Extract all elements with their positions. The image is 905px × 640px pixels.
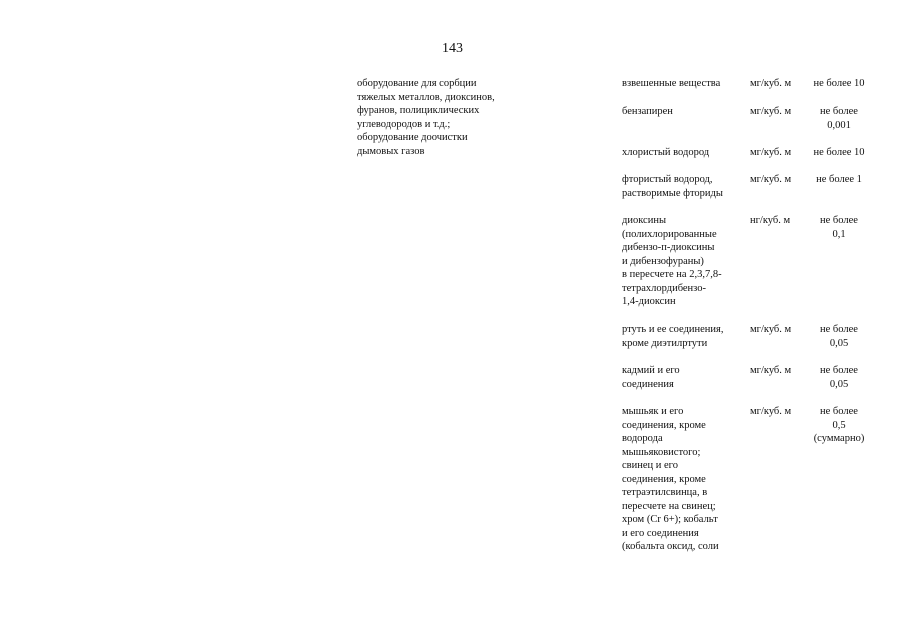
limit-cell — [806, 214, 872, 241]
limit-line: не более — [820, 106, 858, 117]
substance-line: соединения, кроме — [622, 419, 706, 431]
substance-cell — [622, 364, 744, 391]
unit-cell: мг/куб. м — [750, 106, 792, 117]
substance-line: фтористый водород, — [622, 174, 713, 185]
substance-line: в пересчете на 2,3,7,8- — [622, 269, 722, 280]
substance-line: (полихлорированные — [622, 228, 717, 240]
equipment-line: углеводородов и т.д.; — [357, 118, 451, 130]
unit-cell: мг/куб. м — [750, 147, 792, 158]
limit-cell — [806, 364, 872, 391]
limit-cell — [806, 146, 872, 160]
equipment-description — [357, 77, 547, 158]
substance-line: 1,4-диоксин — [622, 296, 676, 307]
limit-cell — [806, 405, 872, 446]
page-number: 143 — [442, 41, 463, 56]
unit-cell: мг/куб. м — [750, 324, 792, 335]
limit-line: не более — [820, 215, 858, 226]
equipment-line: дымовых газов — [357, 145, 425, 157]
limit-line: 0,05 — [829, 337, 849, 349]
substance-line: тетрахлордибензо- — [622, 282, 707, 294]
substance-line: и дибензофураны) — [622, 255, 704, 267]
substance-line: хлористый водород — [622, 147, 710, 158]
substance-line: мышьяковистого; — [622, 446, 701, 458]
substance-line: бензапирен — [622, 106, 673, 117]
substance-line: мышьяк и его — [622, 406, 684, 417]
substance-line: пересчете на свинец; — [622, 500, 716, 512]
substance-cell — [622, 105, 744, 119]
limit-line: не более — [820, 365, 858, 376]
limit-line: не более 1 — [816, 174, 862, 185]
limit-line: не более — [820, 324, 858, 335]
substance-line: соединения — [622, 378, 674, 390]
substance-line: водорода — [622, 433, 663, 444]
limit-line: (суммарно) — [813, 433, 865, 444]
unit-cell: мг/куб. м — [750, 406, 792, 417]
substance-line: и его соединения — [622, 527, 699, 539]
equipment-line: тяжелых металлов, диоксинов, — [357, 91, 495, 103]
substance-cell — [622, 146, 744, 160]
equipment-line: оборудование для сорбции — [357, 78, 477, 89]
limit-line: 0,5 — [832, 419, 846, 431]
limit-cell — [806, 77, 872, 91]
substance-line: кроме диэтилртути — [622, 337, 708, 349]
unit-cell: мг/куб. м — [750, 174, 792, 185]
substance-line: дибензо-п-диоксины — [622, 242, 715, 253]
limit-line: 0,001 — [827, 119, 851, 131]
substance-line: взвешенные вещества — [622, 78, 721, 89]
substance-cell — [622, 173, 744, 200]
substance-cell — [622, 77, 744, 91]
limit-cell — [806, 173, 872, 187]
unit-cell: нг/куб. м — [750, 215, 791, 226]
limit-line: 0,1 — [832, 228, 846, 240]
unit-cell: мг/куб. м — [750, 365, 792, 376]
limit-line: не более — [820, 406, 858, 417]
limit-cell — [806, 105, 872, 132]
substance-line: (кобальта оксид, соли — [622, 541, 719, 552]
substance-line: ртуть и ее соединения, — [622, 324, 724, 335]
limit-line: не более 10 — [813, 147, 865, 158]
substance-line: хром (Cr 6+); кобальт — [622, 514, 718, 525]
substance-line: тетраэтилсвинца, в — [622, 487, 708, 498]
unit-cell: мг/куб. м — [750, 78, 792, 89]
limit-cell — [806, 323, 872, 350]
equipment-line: оборудование доочистки — [357, 132, 468, 143]
substance-line: диоксины — [622, 215, 667, 226]
substance-cell — [622, 214, 744, 309]
substance-line: кадмий и его — [622, 365, 680, 376]
limit-line: 0,05 — [829, 378, 849, 390]
equipment-line: фуранов, полициклических — [357, 105, 480, 116]
limit-line: не более 10 — [813, 78, 865, 89]
substance-line: соединения, кроме — [622, 473, 706, 485]
substance-line: свинец и его — [622, 460, 678, 471]
substance-cell — [622, 405, 744, 554]
substance-line: растворимые фториды — [622, 187, 723, 199]
substance-cell — [622, 323, 744, 350]
